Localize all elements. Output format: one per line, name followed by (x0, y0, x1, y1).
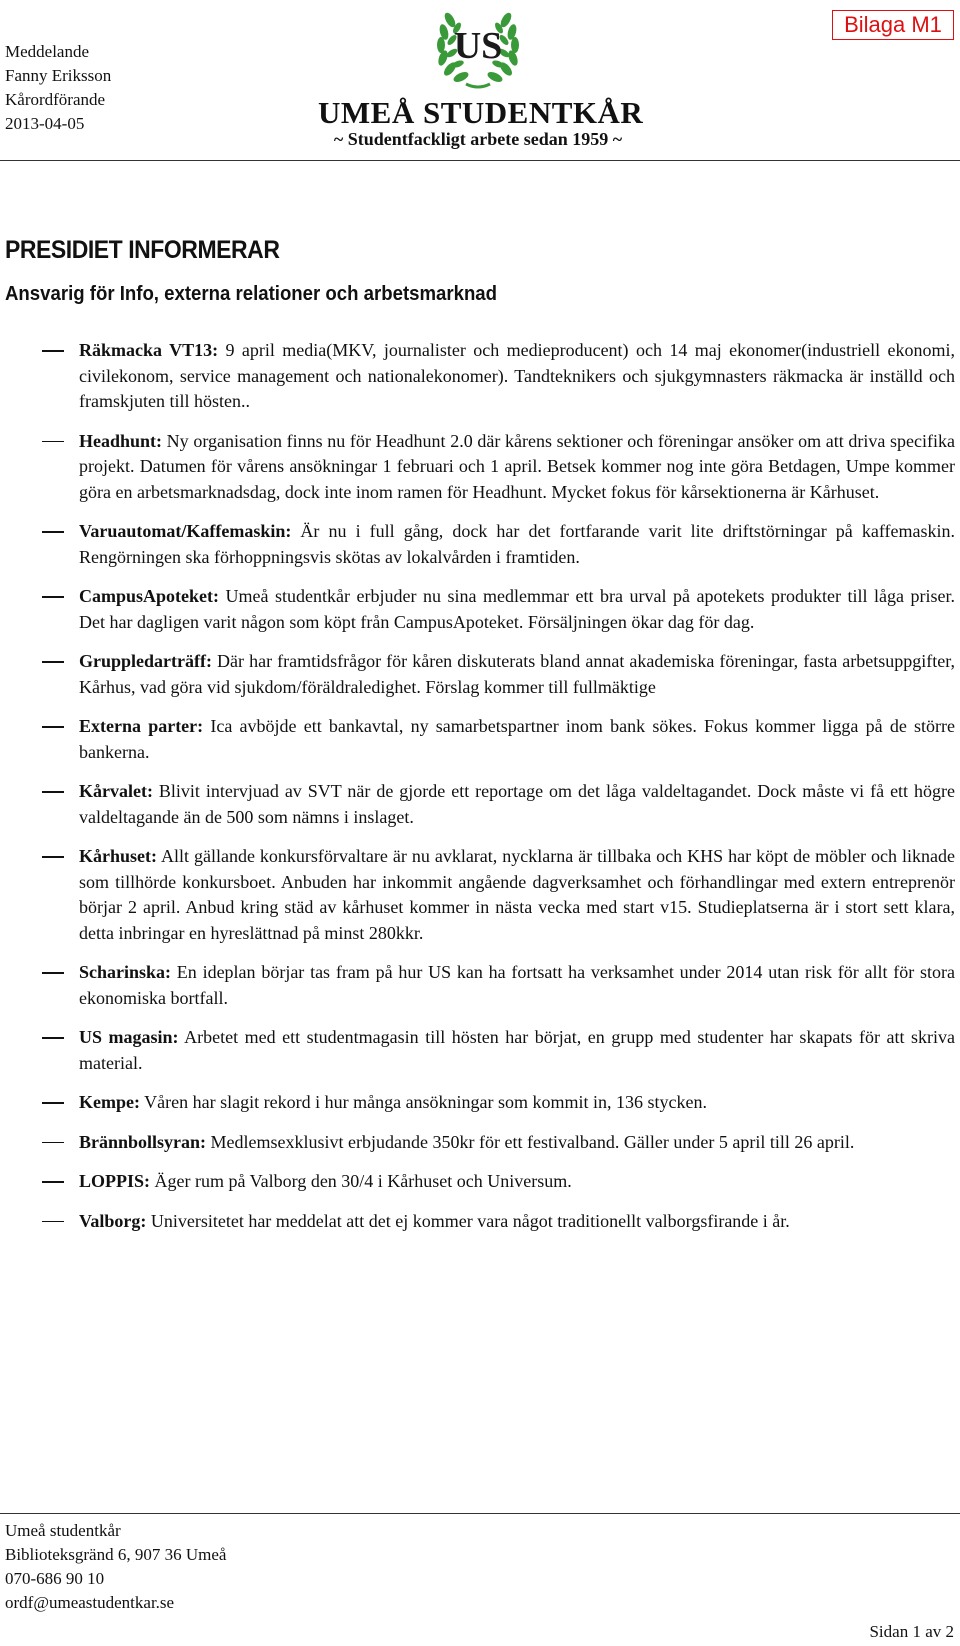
item-body: Är nu i full gång, dock har det fortfarande varit lite driftstörningar på kaffemaskin. Rengörningen ska förhoppningsvis skötas av lokalvården i framtiden. (79, 521, 955, 567)
dash-bullet-icon (42, 441, 64, 443)
item-title: Valborg: (79, 1210, 147, 1231)
dash-bullet-icon (42, 661, 64, 663)
meta-type: Meddelande (5, 42, 90, 61)
dash-bullet-icon (42, 791, 64, 793)
dash-bullet-icon (42, 856, 64, 858)
list-item (0, 1209, 960, 1235)
dash-bullet-icon (42, 1181, 64, 1183)
item-title: Kempe: (79, 1092, 140, 1112)
logo-tagline: ~ Studentfackligt arbete sedan 1959 ~ (333, 129, 623, 149)
page-number: Sidan 1 av 2 (869, 1622, 954, 1641)
item-body: Umeå studentkår erbjuder nu sina medlemmar ett bra urval på apotekets produkter till låga priser. Det har dagligen varit någon som köpt från CampusApoteket. Försäljningen ökar dag för dag. (79, 586, 955, 632)
meta-date: 2013-04-05 (5, 114, 85, 133)
document-title: PRESIDIET INFORMERAR (5, 236, 280, 264)
bilaga-label: Bilaga M1 (832, 10, 954, 40)
wreath-monogram-icon (428, 0, 528, 92)
footer-contact (5, 1519, 226, 1615)
footer-email: ordf@umeastudentkar.se (5, 1593, 175, 1612)
item-title: CampusApoteket: (79, 586, 220, 606)
item-title: Externa parter: (79, 716, 204, 736)
list-item (0, 844, 960, 946)
logo-name: UMEÅ STUDENTKÅR (318, 95, 644, 130)
meta-role: Kårordförande (5, 90, 106, 109)
footer-address: Biblioteksgränd 6, 907 36 Umeå (5, 1545, 227, 1564)
item-body: Blivit intervjuad av SVT när de gjorde ett reportage om det låga valdeltagandet. Dock måste vi få ett högre valdeltagande än de 500 som nämns i inslaget. (79, 781, 955, 827)
dash-bullet-icon (42, 1102, 64, 1104)
dash-bullet-icon (42, 1037, 64, 1039)
list-item (0, 429, 960, 506)
list-item (0, 960, 960, 1011)
list-item (0, 584, 960, 635)
item-body: En ideplan börjar tas fram på hur US kan ha fortsatt ha verksamhet under 2014 utan risk för allt för stora ekonomiska bortfall. (79, 962, 955, 1008)
item-title: Varuautomat/Kaffemaskin: (79, 521, 292, 541)
list-item (0, 1169, 960, 1195)
list-item (0, 338, 960, 415)
dash-bullet-icon (42, 596, 64, 598)
item-body: Arbetet med ett studentmagasin till hösten har börjat, en grupp med studenter har skapats för att skriva material. (79, 1027, 956, 1073)
dash-bullet-icon (42, 1221, 64, 1223)
item-title: US magasin: (79, 1027, 179, 1047)
meta-author: Fanny Eriksson (5, 66, 112, 85)
list-item (0, 1090, 960, 1116)
header-divider (0, 160, 960, 161)
sender-meta (5, 40, 111, 136)
item-body: Äger rum på Valborg den 30/4 i Kårhuset och Universum. (150, 1171, 572, 1191)
item-title: Headhunt: (79, 430, 163, 451)
item-body: Ny organisation finns nu för Headhunt 2.0 där kårens sektioner och föreningar ansöker om att driva specifika projekt. Datumen för vårens ansökningar 1 februari och 1 april. Betsek kommer nog inte göra Betdagen, Umpe kommer göra en arbetsmarknadsdag, dock inte inom ramen för Headhunt. Mycket fokus för kårsektionerna är Kårhuset. (79, 430, 955, 502)
footer-org: Umeå studentkår (5, 1521, 121, 1540)
dash-bullet-icon (42, 1142, 64, 1144)
item-title: LOPPIS: (79, 1171, 151, 1191)
monogram-text: US (453, 25, 503, 67)
item-body: Våren har slagit rekord i hur många ansökningar som kommit in, 136 stycken. (139, 1092, 708, 1112)
dash-bullet-icon (42, 531, 64, 533)
item-title: Kårhuset: (79, 846, 157, 866)
item-body: Medlemsexklusivt erbjudande 350kr för ett festivalband. Gäller under 5 april till 26 april. (206, 1131, 855, 1152)
item-body: 9 april media(MKV, journalister och medieproducent) och 14 maj ekonomer(industriell ekonomi, civilekonom, service management och nationalekonomer). Tandteknikers och sjukgymnasters räkmacka är inställd och framskjuten till hösten.. (79, 340, 955, 411)
item-title: Brännbollsyran: (79, 1131, 207, 1152)
item-body: Allt gällande konkursförvaltare är nu avklarat, nycklarna är tillbaka och KHS har köpt de möbler och liknade som tillhörde konkursboet. Anbuden har inkommit angående dagverksamhet och förhandlingar med extern entreprenör börjar 2 april. Anbud kring städ av kårhuset kommer in nästa vecka med start v15. Studieplatserna är i stort sett klara, detta inbringar en hyreslättnad på minst 280kkr. (79, 846, 955, 943)
item-body: Där har framtidsfrågor för kåren diskuterats bland annat akademiska föreningar, fasta arbetsuppgifter, Kårhus, vad göra vid sjukdom/föräldraledighet. Förslag kommer till fullmäktige (79, 651, 955, 697)
item-title: Scharinska: (79, 962, 172, 982)
item-title: Räkmacka VT13: (79, 340, 219, 360)
info-list (0, 338, 960, 1248)
list-item (0, 1130, 960, 1156)
footer-divider (0, 1513, 960, 1514)
list-item (0, 649, 960, 700)
list-item (0, 519, 960, 570)
item-title: Kårvalet: (79, 781, 153, 801)
list-item (0, 779, 960, 830)
dash-bullet-icon (42, 972, 64, 974)
footer-phone: 070-686 90 10 (5, 1569, 105, 1588)
list-item (0, 714, 960, 765)
umea-studentkar-logo (318, 0, 644, 150)
item-body: Universitetet har meddelat att det ej kommer vara något traditionellt valborgsfirande i år. (146, 1210, 790, 1231)
item-title: Gruppledarträff: (79, 651, 212, 671)
dash-bullet-icon (42, 726, 64, 728)
list-item (0, 1025, 960, 1076)
dash-bullet-icon (42, 350, 64, 352)
document-subtitle: Ansvarig för Info, externa relationer och arbetsmarknad (5, 283, 498, 305)
item-body: Ica avböjde ett bankavtal, ny samarbetspartner inom bank sökes. Fokus kommer ligga på de större bankerna. (79, 716, 955, 762)
